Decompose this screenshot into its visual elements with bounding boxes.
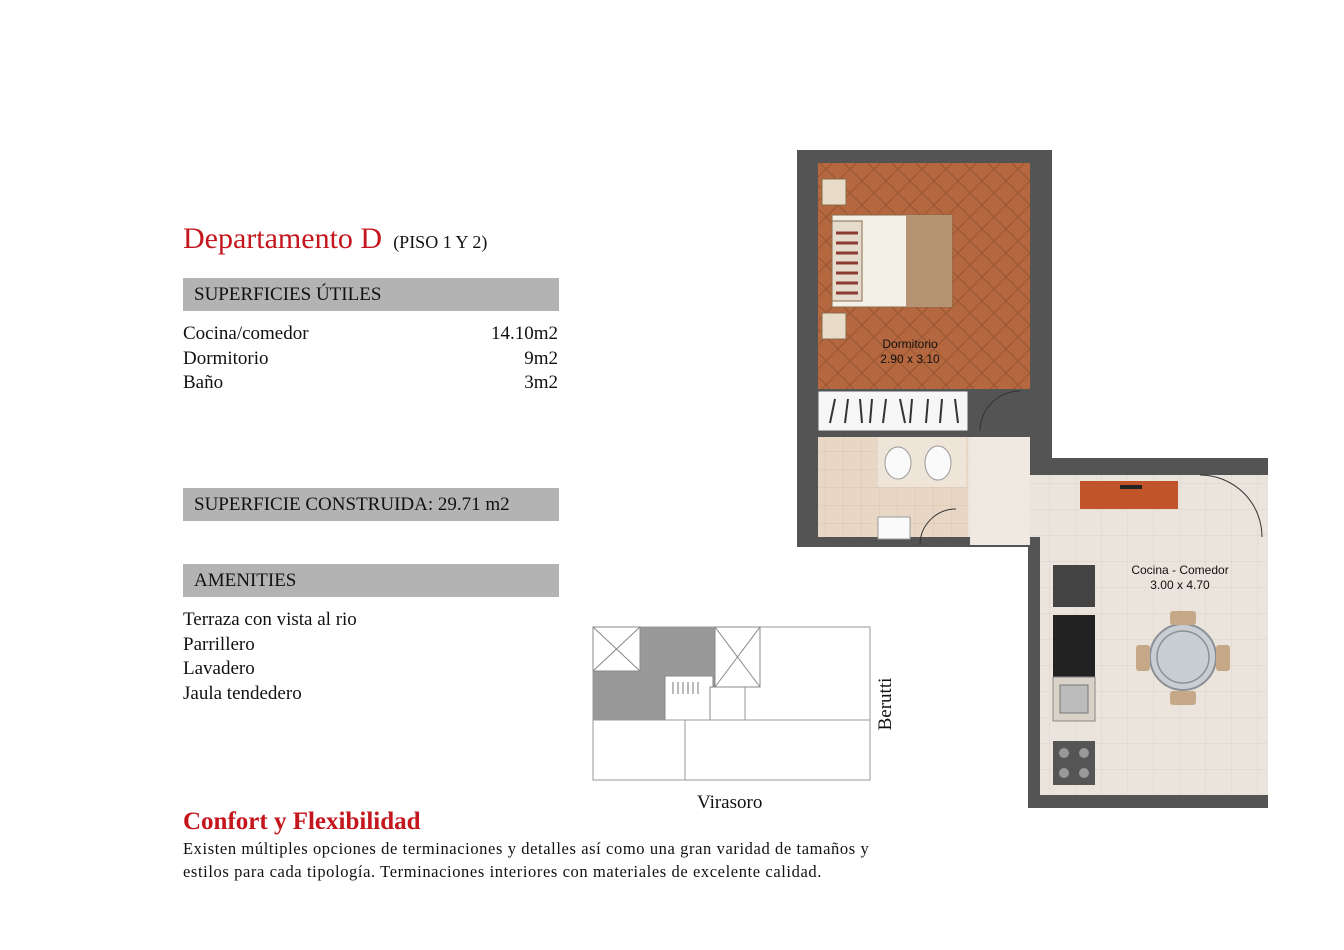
amenities-list — [183, 608, 357, 706]
confort-line: estilos para cada tipología. Terminaciones interiores con materiales de excelente calidad. — [183, 862, 822, 881]
superficies-header: SUPERFICIES ÚTILES — [183, 278, 559, 311]
room-label-dormitorio — [860, 337, 960, 367]
area-row — [183, 322, 558, 347]
page-subtitle: (PISO 1 Y 2) — [393, 232, 488, 252]
page-title-block — [183, 222, 487, 256]
room-label-cocina — [1110, 563, 1250, 593]
area-value: 3m2 — [524, 372, 558, 393]
construida-band: SUPERFICIE CONSTRUIDA: 29.71 m2 — [183, 488, 559, 521]
confort-heading: Confort y Flexibilidad — [183, 808, 421, 835]
street-label-right: Berutti — [875, 677, 896, 731]
street-label-bottom: Virasoro — [697, 792, 763, 813]
room-dims: 3.00 x 4.70 — [1150, 578, 1210, 592]
area-name: Cocina/comedor — [183, 323, 309, 344]
amenity-item: Lavadero — [183, 658, 255, 679]
room-dims: 2.90 x 3.10 — [880, 352, 940, 366]
confort-line: Existen múltiples opciones de terminaciones y detalles así como una gran varidad de tamaños y — [183, 839, 870, 858]
area-value: 9m2 — [524, 347, 558, 369]
amenity-item: Jaula tendedero — [183, 682, 302, 704]
floor-plan — [790, 145, 1295, 813]
area-list — [183, 322, 558, 396]
area-name: Baño — [183, 372, 224, 393]
area-row — [183, 371, 558, 396]
amenity-item: Parrillero — [183, 633, 255, 655]
area-name: Dormitorio — [183, 347, 269, 369]
amenities-header: AMENITIES — [183, 564, 559, 597]
confort-paragraph — [183, 837, 943, 883]
page-title: Departamento D — [183, 222, 383, 255]
amenity-item: Terraza con vista al rio — [183, 609, 357, 630]
area-row — [183, 347, 558, 372]
room-name: Cocina - Comedor — [1131, 563, 1229, 577]
area-value: 14.10m2 — [490, 323, 558, 344]
room-name: Dormitorio — [882, 337, 938, 351]
